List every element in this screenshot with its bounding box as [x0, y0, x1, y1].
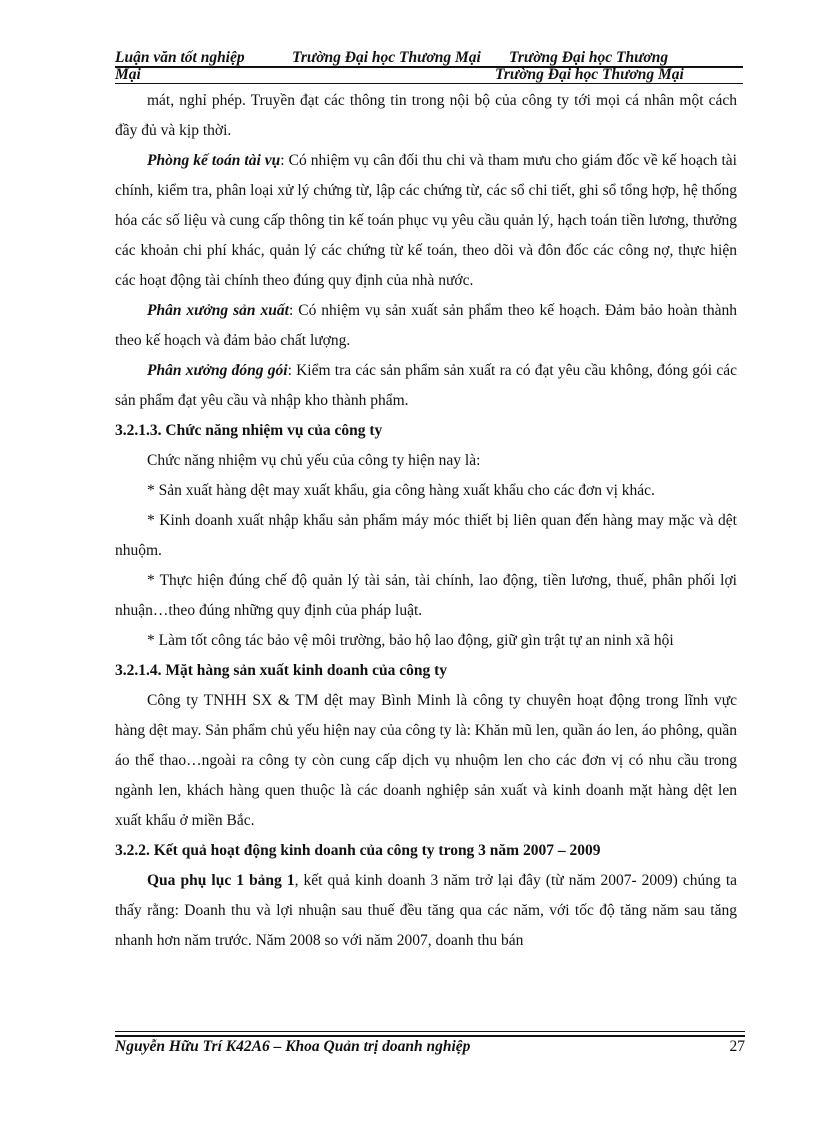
bullet-item: * Thực hiện đúng chế độ quản lý tài sản, tài chính, lao động, tiền lương, thuế, phân phối lợi nhuận…theo đúng những quy định của pháp luật.	[115, 572, 737, 619]
paragraph: Công ty TNHH SX & TM dệt may Bình Minh là công ty chuyên hoạt động trong lĩnh vực hàng dệt may. Sản phẩm chủ yếu hiện nay của công ty là: Khăn mũ len, quần áo len, áo phông, quần áo thể thao…ngoài ra công ty còn cung cấp dịch vụ nhuộm len cho các đơn vị có nhu cầu trong ngành len, khách hàng quen thuộc là các doanh nghiệp sản xuất và kinh doanh mặt hàng dệt len xuất khẩu ở miền Bắc.	[115, 692, 737, 829]
production-workshop-text: : Có nhiệm vụ sản xuất sản phẩm theo kế hoạch. Đảm bảo hoàn thành theo kế hoạch và đảm bảo chất lượng.	[115, 302, 738, 349]
body-text	[115, 86, 737, 956]
section-heading-3-2-1-3: 3.2.1.3. Chức năng nhiệm vụ của công ty	[115, 422, 383, 439]
paragraph-accounting-dept	[115, 146, 737, 296]
paragraph: mát, nghỉ phép. Truyền đạt các thông tin trong nội bộ của công ty tới mọi cá nhân một cách đầy đủ và kịp thời.	[115, 92, 737, 139]
footer-rule-thin	[115, 1031, 745, 1032]
paragraph-production-workshop	[115, 296, 737, 356]
paragraph-business-results	[115, 866, 737, 956]
packaging-workshop-title: Phân xưởng đóng gói	[147, 362, 288, 379]
accounting-dept-title: Phòng kế toán tài vụ	[147, 152, 281, 169]
running-footer	[115, 1038, 745, 1056]
header-rule-thin	[115, 83, 743, 84]
header-thesis-label: Luận văn tốt nghiệp	[115, 49, 245, 66]
bullet-item: * Kinh doanh xuất nhập khẩu sản phẩm máy móc thiết bị liên quan đến hàng may mặc và dệt nhuộm.	[115, 512, 737, 559]
paragraph-packaging-workshop	[115, 356, 737, 416]
header-wrap-text: Mại	[115, 66, 141, 83]
header-school-name-line-2: Trường Đại học Thương Mại	[495, 66, 684, 83]
bullet-item: * Làm tốt công tác bảo vệ môi trường, bảo hộ lao động, giữ gìn trật tự an ninh xã hội	[147, 632, 674, 649]
packaging-workshop-text: : Kiểm tra các sản phẩm sản xuất ra có đạt yêu cầu không, đóng gói các sản phẩm đạt yêu cầu và nhập kho thành phẩm.	[115, 362, 737, 409]
paragraph: Chức năng nhiệm vụ chủ yếu của công ty hiện nay là:	[147, 452, 481, 469]
header-school-name-repeat: Trường Đại học Thương	[509, 49, 669, 66]
header-school-name: Trường Đại học Thương Mại	[292, 49, 481, 66]
footer-rule-thick	[115, 1035, 745, 1037]
production-workshop-title: Phân xưởng sản xuất	[147, 302, 289, 319]
business-results-text: , kết quả kinh doanh 3 năm trở lại đây (từ năm 2007- 2009) chúng ta thấy rằng: Doanh thu và lợi nhuận sau thuế đều tăng qua các năm, với tốc độ tăng năm sau tăng nhanh hơn năm trước. Năm 2008 so với năm 2007, doanh thu bán	[115, 872, 738, 949]
footer-author: Nguyễn Hữu Trí K42A6 – Khoa Quản trị doanh nghiệp	[115, 1038, 471, 1055]
bullet-item: * Sản xuất hàng dệt may xuất khẩu, gia công hàng xuất khẩu cho các đơn vị khác.	[147, 482, 655, 499]
accounting-dept-text: : Có nhiệm vụ cân đối thu chi và tham mưu cho giám đốc về kế hoạch tài chính, kiểm tra, phân loại xử lý chứng từ, lập các chứng từ, các sổ chi tiết, ghi sổ tổng hợp, hệ thống hóa các số liệu và cung cấp thông tin kế toán phục vụ yêu cầu quản lý, hạch toán tiền lương, thưởng các khoản chi phí khác, quản lý các chứng từ kế toán, theo dõi và đôn đốc các công nợ, thực hiện các hoạt động tài chính theo đúng quy định của nhà nước.	[115, 152, 737, 289]
section-heading-3-2-2: 3.2.2. Kết quả hoạt động kinh doanh của công ty trong 3 năm 2007 – 2009	[115, 842, 601, 859]
page-number: 27	[729, 1038, 745, 1055]
appendix-reference: Qua phụ lục 1 bảng 1	[147, 872, 295, 889]
section-heading-3-2-1-4: 3.2.1.4. Mặt hàng sản xuất kinh doanh của công ty	[115, 662, 448, 679]
